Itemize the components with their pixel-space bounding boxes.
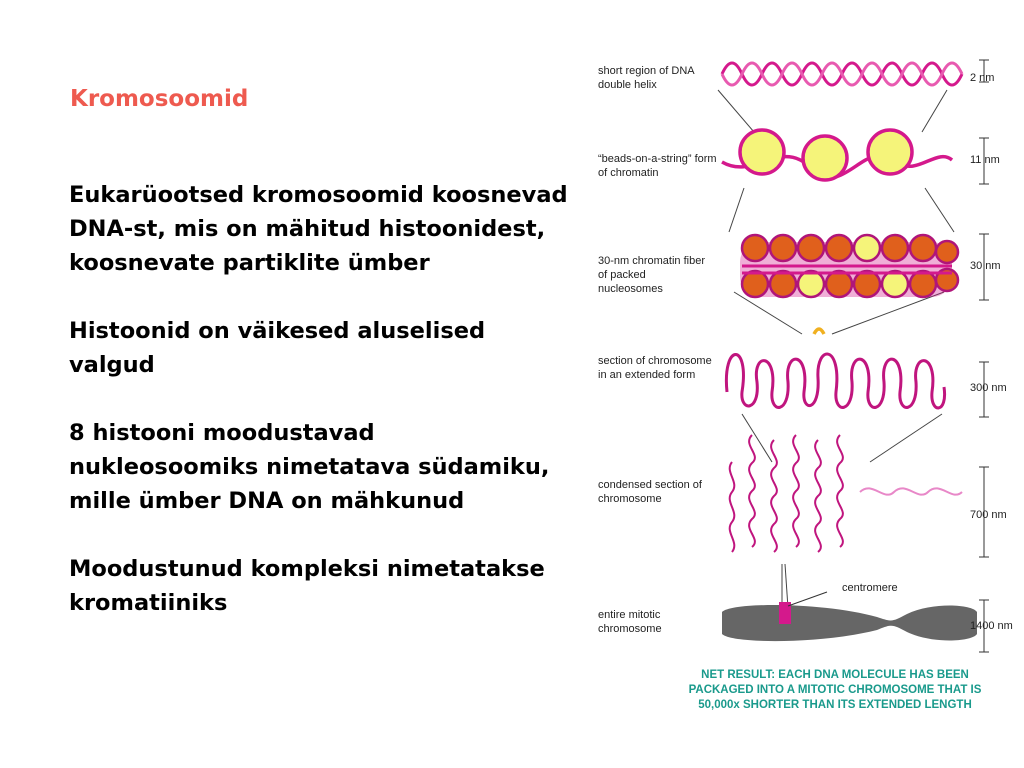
label-condensed-section: condensed section of chromosome xyxy=(598,479,702,505)
paragraph-chromatin: Moodustunud kompleksi nimetatakse kromatiiniks xyxy=(69,556,545,616)
centromere-label: centromere xyxy=(842,582,898,594)
scale-30nm: 30 nm xyxy=(970,260,1001,272)
beads-on-string xyxy=(722,130,952,180)
label-beads-on-string: “beads-on-a-string” form of chromatin xyxy=(598,153,717,179)
scale-300nm: 300 nm xyxy=(970,382,1007,394)
net-result-caption: NET RESULT: EACH DNA MOLECULE HAS BEEN PACKAGED INTO A MITOTIC CHROMOSOME THAT IS 50,000x SHORTER THAN ITS EXTENDED LENGTH xyxy=(688,669,982,711)
label-dna-helix: short region of DNA double helix xyxy=(598,65,694,91)
paragraph-nucleosome: 8 histooni moodustavad nukleosoomiks nimetatava südamiku, mille ümber DNA on mähkunud xyxy=(69,420,550,514)
scale-2nm: 2 nm xyxy=(970,72,995,84)
label-chromatin-fiber: 30-nm chromatin fiber of packed nucleosomes xyxy=(598,255,705,295)
chromatin-packing-figure xyxy=(592,52,1012,717)
condensed-section xyxy=(730,435,962,552)
extended-loops xyxy=(726,329,944,408)
dna-helix xyxy=(722,63,962,85)
scale-1400nm: 1400 nm xyxy=(970,620,1013,632)
mitotic-chromosome xyxy=(722,592,977,641)
paragraph-dna-wrapping: Eukarüootsed kromosoomid koosnevad DNA-st, mis on mähitud histoonidest, koosnevate partiklite ümber xyxy=(69,182,568,276)
chromatin-fiber xyxy=(740,235,958,297)
body-text xyxy=(69,178,569,654)
scale-11nm: 11 nm xyxy=(970,154,1000,166)
scale-700nm: 700 nm xyxy=(970,509,1007,521)
label-extended-form: section of chromosome in an extended form xyxy=(598,355,712,381)
slide-title: Kromosoomid xyxy=(70,86,249,112)
paragraph-histones: Histoonid on väikesed aluselised valgud xyxy=(69,318,486,378)
label-mitotic-chromosome: entire mitotic chromosome xyxy=(598,609,662,635)
